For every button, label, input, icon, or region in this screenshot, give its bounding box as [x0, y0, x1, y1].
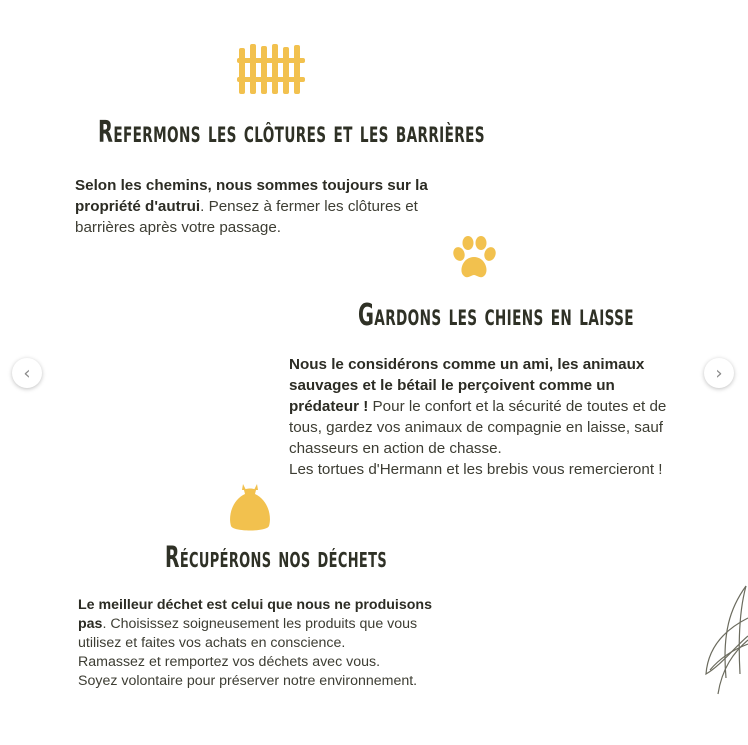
section-lead-fences: Selon les chemins, nous sommes toujours sur la propriété d'autrui: [75, 177, 428, 215]
section-body3-waste: Soyez volontaire pour préserver notre environnement.: [78, 673, 418, 689]
section-text-waste: [78, 596, 440, 691]
section-title-fences: Refermons les clôtures et les barrières: [98, 115, 485, 150]
section-body2-dogs: Les tortues d'Hermann et les brebis vous remercieront !: [289, 461, 663, 478]
leaf-illustration: [700, 578, 748, 703]
chevron-left-icon: ‹: [23, 362, 31, 384]
trash-bag-icon: [228, 480, 272, 539]
section-text-dogs: [289, 354, 689, 480]
section-title-waste: Récupérons nos déchets: [165, 540, 388, 574]
section-lead-waste: Le meilleur déchet est celui que nous ne produisons pas: [78, 597, 432, 632]
section-lead-dogs: Nous le considérons comme un ami, les animaux sauvages et le bétail le perçoivent comme un prédateur !: [289, 356, 645, 415]
section-body-fences: . Pensez à fermer les clôtures et barrières après votre passage.: [75, 198, 418, 236]
chevron-right-icon: ›: [715, 362, 723, 384]
fence-icon: [237, 44, 307, 101]
carousel-prev-button[interactable]: [12, 358, 42, 388]
section-body-dogs: Pour le confort et la sécurité de toutes et de tous, gardez vos animaux de compagnie en laisse, sauf chasseurs en action de chasse.: [289, 398, 667, 457]
section-body2-waste: Ramassez et remportez vos déchets avec vous.: [78, 654, 381, 670]
section-title-dogs: Gardons les chiens en laisse: [358, 298, 634, 333]
section-body-waste: . Choisissez soigneusement les produits que vous utilisez et faites vos achats en conscience.: [78, 616, 418, 651]
section-text-fences: [75, 175, 470, 238]
carousel-next-button[interactable]: [704, 358, 734, 388]
paw-icon: [451, 236, 497, 285]
